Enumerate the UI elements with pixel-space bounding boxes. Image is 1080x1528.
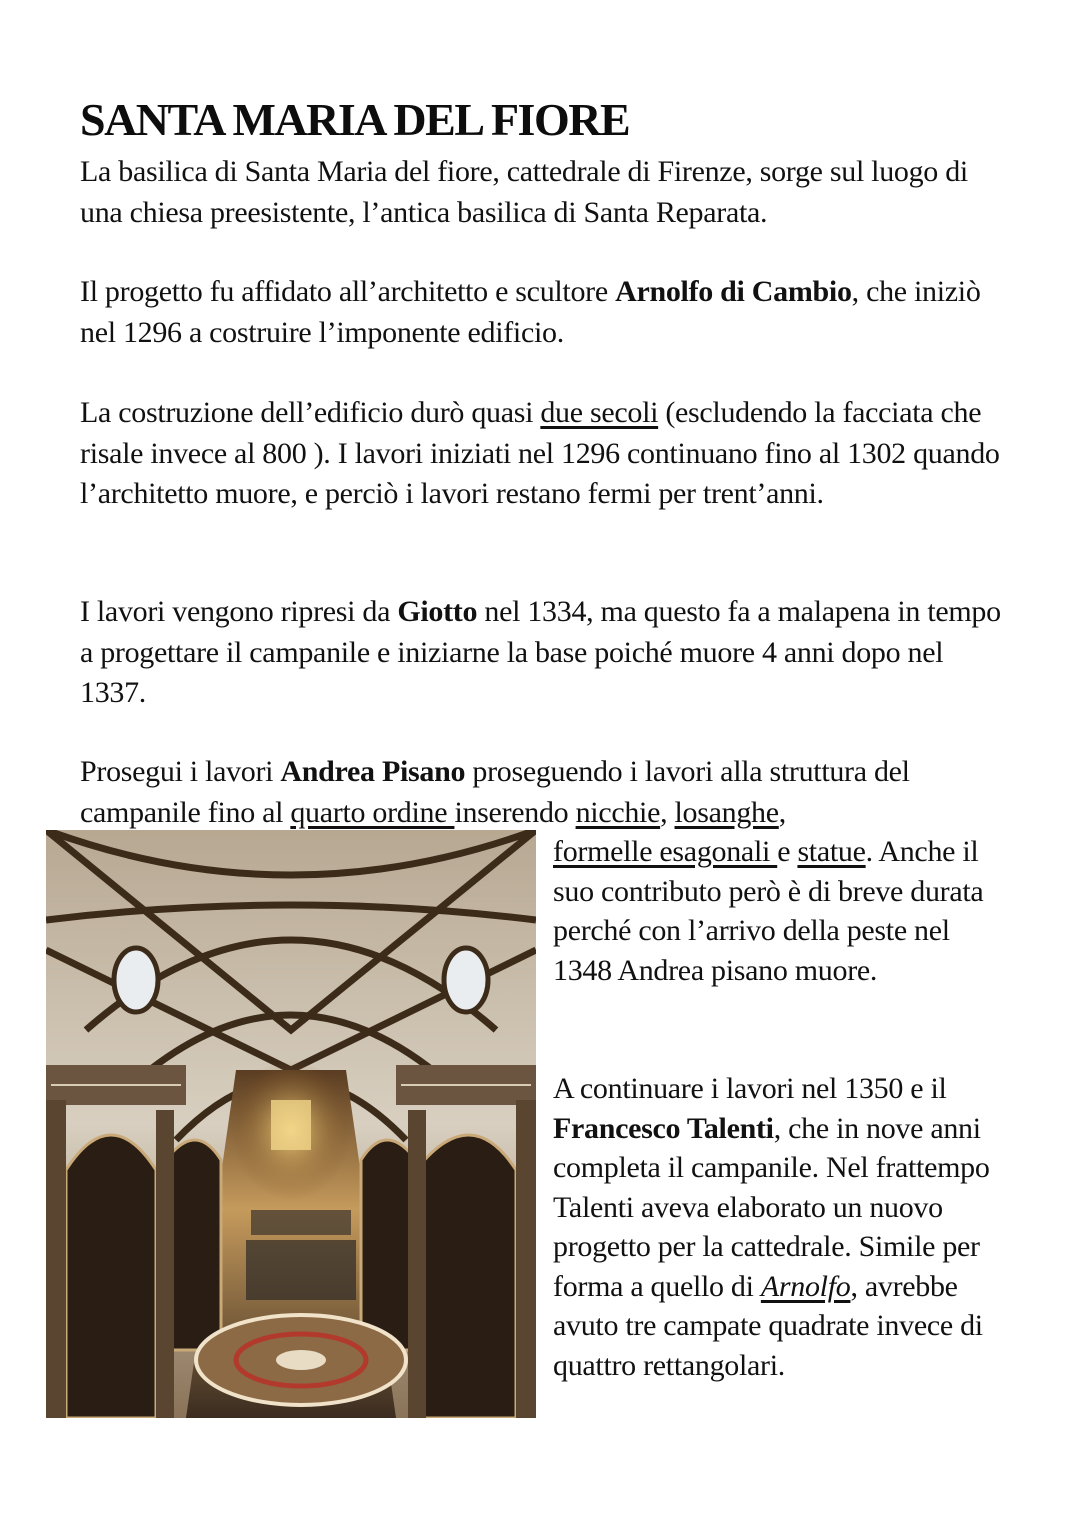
cathedral-interior-image	[46, 830, 536, 1418]
text-run: proseguendo i lavori alla struttura del campanile fino al	[80, 755, 910, 829]
underlined-quarto-ordine: quarto ordine	[290, 795, 455, 829]
text-run: . Anche il suo contributo però è di breve durata perché con l’arrivo della peste nel 1348 Andrea pisano muore.	[553, 835, 984, 987]
underlined-statue: statue	[797, 835, 866, 868]
paragraph-project	[80, 272, 1010, 353]
text-run: I lavori vengono ripresi da	[80, 595, 398, 628]
underlined-nicchie: nicchie	[575, 795, 661, 829]
text-run: Il progetto fu affidato all’architetto e scultore	[80, 275, 616, 308]
text-run: , che iniziò nel 1296 a costruire l’imponente edificio.	[80, 275, 981, 349]
side-paragraph-talenti	[553, 1069, 1013, 1385]
name-francesco-talenti: Francesco Talenti	[553, 1111, 774, 1145]
text-run: nel 1334, ma questo fa a malapena in tempo a progettare il campanile e iniziarne la base poiché muore 4 anni dopo nel 1337.	[80, 595, 1001, 709]
page-title: SANTA MARIA DEL FIORE	[80, 94, 630, 145]
paragraph-giotto	[80, 592, 1010, 714]
text-run: A continuare i lavori nel 1350 e il	[553, 1072, 947, 1105]
name-arnolfo: Arnolfo di Cambio	[615, 275, 852, 308]
text-run: La costruzione dell’edificio durò quasi	[80, 396, 541, 429]
text-run: e	[777, 835, 798, 868]
underlined-losanghe: losanghe	[674, 795, 779, 829]
text-run: Prosegui i lavori	[80, 755, 281, 788]
text-run: , che in nove anni completa il campanile. Nel frattempo Talenti aveva elaborato un nuovo progetto per la cattedrale. Simile per forma a quello di	[553, 1111, 990, 1303]
paragraph-intro	[80, 152, 1010, 233]
name-giotto: Giotto	[397, 595, 478, 628]
text-run: inserendo	[454, 795, 576, 829]
text-run: (escludendo la facciata che risale invece al 800 ). I lavori iniziati nel 1296 continuano fino al 1302 quando l’architetto muore, e perciò i lavori restano fermi per trent’anni.	[80, 396, 1000, 510]
paragraph-construction	[80, 393, 1010, 515]
underlined-arnolfo: Arnolfo	[760, 1269, 851, 1303]
paragraph-intro-text: La basilica di Santa Maria del fiore, cattedrale di Firenze, sorge sul luogo di una chiesa preesistente, l’antica basilica di Santa Reparata.	[80, 155, 968, 229]
underlined-due-secoli: due secoli	[540, 396, 659, 429]
text-run: ,	[778, 795, 786, 829]
paragraph-pisano	[80, 752, 1010, 833]
text-run: , avrebbe avuto tre campate quadrate invece di quattro rettangolari.	[553, 1269, 983, 1382]
name-andrea-pisano: Andrea Pisano	[280, 755, 466, 788]
text-run: ,	[660, 795, 675, 829]
cathedral-interior-photo	[46, 830, 536, 1418]
side-paragraph-pisano-end	[553, 832, 1013, 990]
underlined-formelle-esagonali: formelle esagonali	[553, 835, 778, 868]
